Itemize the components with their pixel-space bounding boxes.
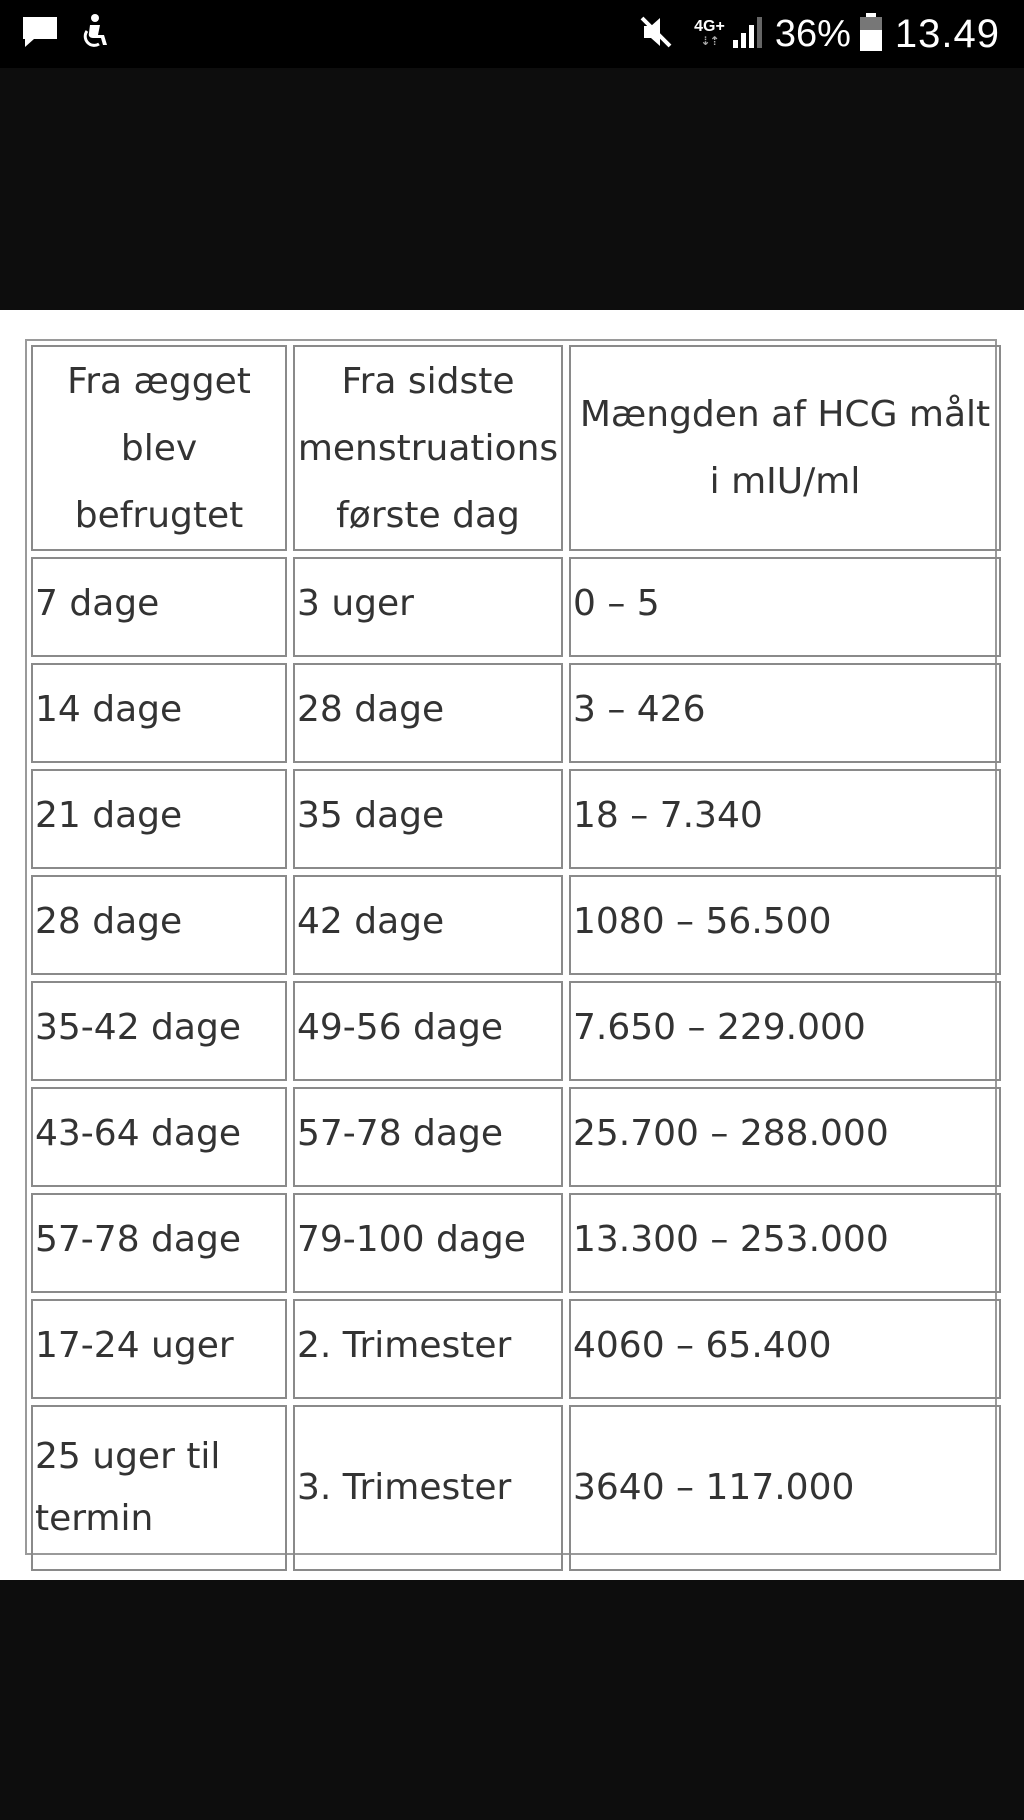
- cell-fertilization: 25 uger til termin: [31, 1405, 287, 1571]
- cell-last-period: 79-100 dage: [293, 1193, 563, 1293]
- cell-hcg: 25.700 – 288.000: [569, 1087, 1001, 1187]
- battery-percent: 36%: [774, 12, 851, 55]
- table-header-row: [31, 345, 1001, 551]
- table-row: [31, 1193, 1001, 1293]
- cell-last-period: 42 dage: [293, 875, 563, 975]
- status-bar: [0, 0, 1024, 68]
- cell-last-period: 3 uger: [293, 557, 563, 657]
- cell-hcg: 3 – 426: [569, 663, 1001, 763]
- cell-fertilization: 57-78 dage: [31, 1193, 287, 1293]
- table-row: [31, 875, 1001, 975]
- table-row: [31, 1087, 1001, 1187]
- table-row: [31, 981, 1001, 1081]
- cell-last-period: 35 dage: [293, 769, 563, 869]
- header-last-period: Fra sidste menstruations første dag: [293, 345, 563, 551]
- message-icon: [20, 14, 60, 55]
- cell-last-period: 3. Trimester: [293, 1405, 563, 1571]
- cell-hcg: 7.650 – 229.000: [569, 981, 1001, 1081]
- cell-fertilization: 28 dage: [31, 875, 287, 975]
- cell-fertilization: 21 dage: [31, 769, 287, 869]
- cell-last-period: 2. Trimester: [293, 1299, 563, 1399]
- cell-fertilization: 43-64 dage: [31, 1087, 287, 1187]
- battery-icon: [859, 12, 883, 57]
- table-row: [31, 557, 1001, 657]
- cell-fertilization: 35-42 dage: [31, 981, 287, 1081]
- mute-icon: [636, 12, 676, 57]
- image-viewer[interactable]: [0, 310, 1024, 1580]
- cell-hcg: 0 – 5: [569, 557, 1001, 657]
- cell-last-period: 49-56 dage: [293, 981, 563, 1081]
- table-row: [31, 1299, 1001, 1399]
- cell-last-period: 28 dage: [293, 663, 563, 763]
- cell-hcg: 3640 – 117.000: [569, 1405, 1001, 1571]
- cell-fertilization: 17-24 uger: [31, 1299, 287, 1399]
- cell-hcg: 13.300 – 253.000: [569, 1193, 1001, 1293]
- clock: 13.49: [894, 11, 1000, 56]
- table-row: [31, 663, 1001, 763]
- signal-icon: [731, 14, 765, 55]
- hcg-table: [25, 339, 1007, 1577]
- cell-last-period: 57-78 dage: [293, 1087, 563, 1187]
- cell-fertilization: 14 dage: [31, 663, 287, 763]
- hcg-table-frame: [25, 339, 997, 1555]
- cell-fertilization: 7 dage: [31, 557, 287, 657]
- header-fertilization: Fra ægget blev befrugtet: [31, 345, 287, 551]
- network-4g-icon: 4G+ ⇣⇡: [694, 18, 725, 48]
- accessibility-icon: [80, 13, 110, 56]
- header-hcg-amount: Mængden af HCG målt i mIU/ml: [569, 345, 1001, 551]
- cell-hcg: 18 – 7.340: [569, 769, 1001, 869]
- table-row: [31, 1405, 1001, 1571]
- table-row: [31, 769, 1001, 869]
- cell-hcg: 4060 – 65.400: [569, 1299, 1001, 1399]
- cell-hcg: 1080 – 56.500: [569, 875, 1001, 975]
